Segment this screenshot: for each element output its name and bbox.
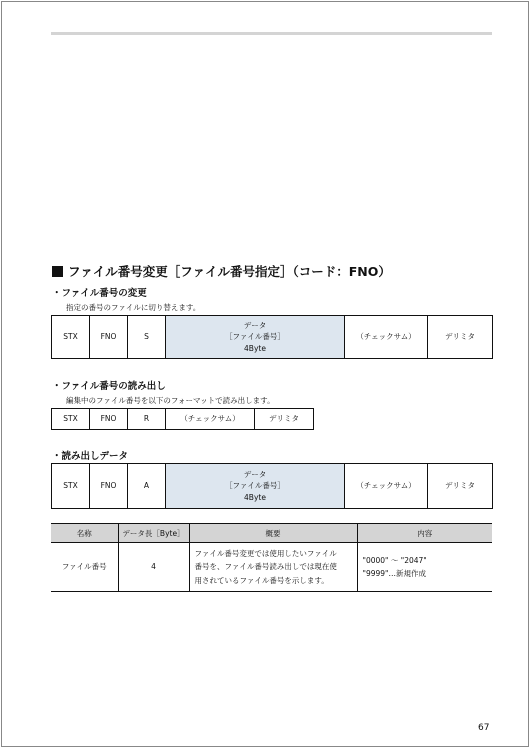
cell-stx: STX (52, 316, 90, 359)
format-table-read (51, 408, 314, 430)
cell-mode: R (128, 409, 166, 430)
section-heading-read: ・ファイル番号の読み出し (52, 381, 166, 392)
header-rule (51, 32, 492, 35)
table-row (51, 543, 492, 592)
format-table-change (51, 315, 493, 359)
format-table-readout (51, 463, 493, 509)
spec-table (51, 523, 492, 592)
row-overview (189, 543, 357, 592)
header-name: 名称 (51, 524, 118, 543)
cell-delimiter: デリミタ (428, 464, 493, 509)
row-overview-line: 用されているファイル番号を示します。 (194, 575, 329, 585)
cell-delimiter: デリミタ (428, 316, 493, 359)
section-heading-change: ・ファイル番号の変更 (52, 288, 147, 299)
page-border (1, 1, 529, 747)
cell-fno: FNO (90, 409, 128, 430)
cell-data-size: 4Byte (244, 492, 266, 502)
cell-stx: STX (52, 409, 90, 430)
cell-mode: S (128, 316, 166, 359)
cell-data (166, 464, 345, 509)
cell-mode: A (128, 464, 166, 509)
section-heading-readout-data: ・読み出しデータ (52, 451, 129, 462)
row-overview-line: 番号を、ファイル番号読み出しでは現在使 (194, 562, 337, 572)
cell-fno: FNO (90, 316, 128, 359)
cell-data-size: 4Byte (244, 343, 266, 353)
row-content-line: "9999"…新規作成 (362, 569, 426, 578)
cell-checksum: （チェックサム） (345, 464, 428, 509)
row-length: 4 (118, 543, 189, 592)
cell-stx: STX (52, 464, 90, 509)
header-content: 内容 (357, 524, 492, 543)
cell-fno: FNO (90, 464, 128, 509)
spec-table-header (51, 524, 492, 543)
cell-data-label: データ (243, 320, 267, 330)
header-length: データ長［Byte］ (118, 524, 189, 543)
header-overview: 概要 (189, 524, 357, 543)
row-overview-line: ファイル番号変更では使用したいファイル (194, 549, 337, 559)
square-bullet-icon (52, 266, 63, 277)
section-description-change: 指定の番号のファイルに切り替えます。 (66, 303, 201, 312)
page-number: 67 (478, 723, 490, 733)
cell-data-field: ［ファイル番号］ (225, 332, 285, 342)
cell-data (166, 316, 345, 359)
row-content-line: "0000" ～ "2047" (362, 555, 427, 565)
section-description-read: 編集中のファイル番号を以下のフォーマットで読み出します。 (66, 396, 275, 405)
cell-checksum: （チェックサム） (166, 409, 255, 430)
row-name: ファイル番号 (51, 543, 118, 592)
cell-data-label: データ (243, 469, 267, 479)
cell-checksum: （チェックサム） (345, 316, 428, 359)
cell-data-field: ［ファイル番号］ (225, 481, 285, 491)
page-title-text: ファイル番号変更［ファイル番号指定］（コード：FNO） (68, 264, 391, 279)
page-title (52, 262, 391, 280)
row-content (357, 543, 492, 592)
cell-delimiter: デリミタ (255, 409, 314, 430)
